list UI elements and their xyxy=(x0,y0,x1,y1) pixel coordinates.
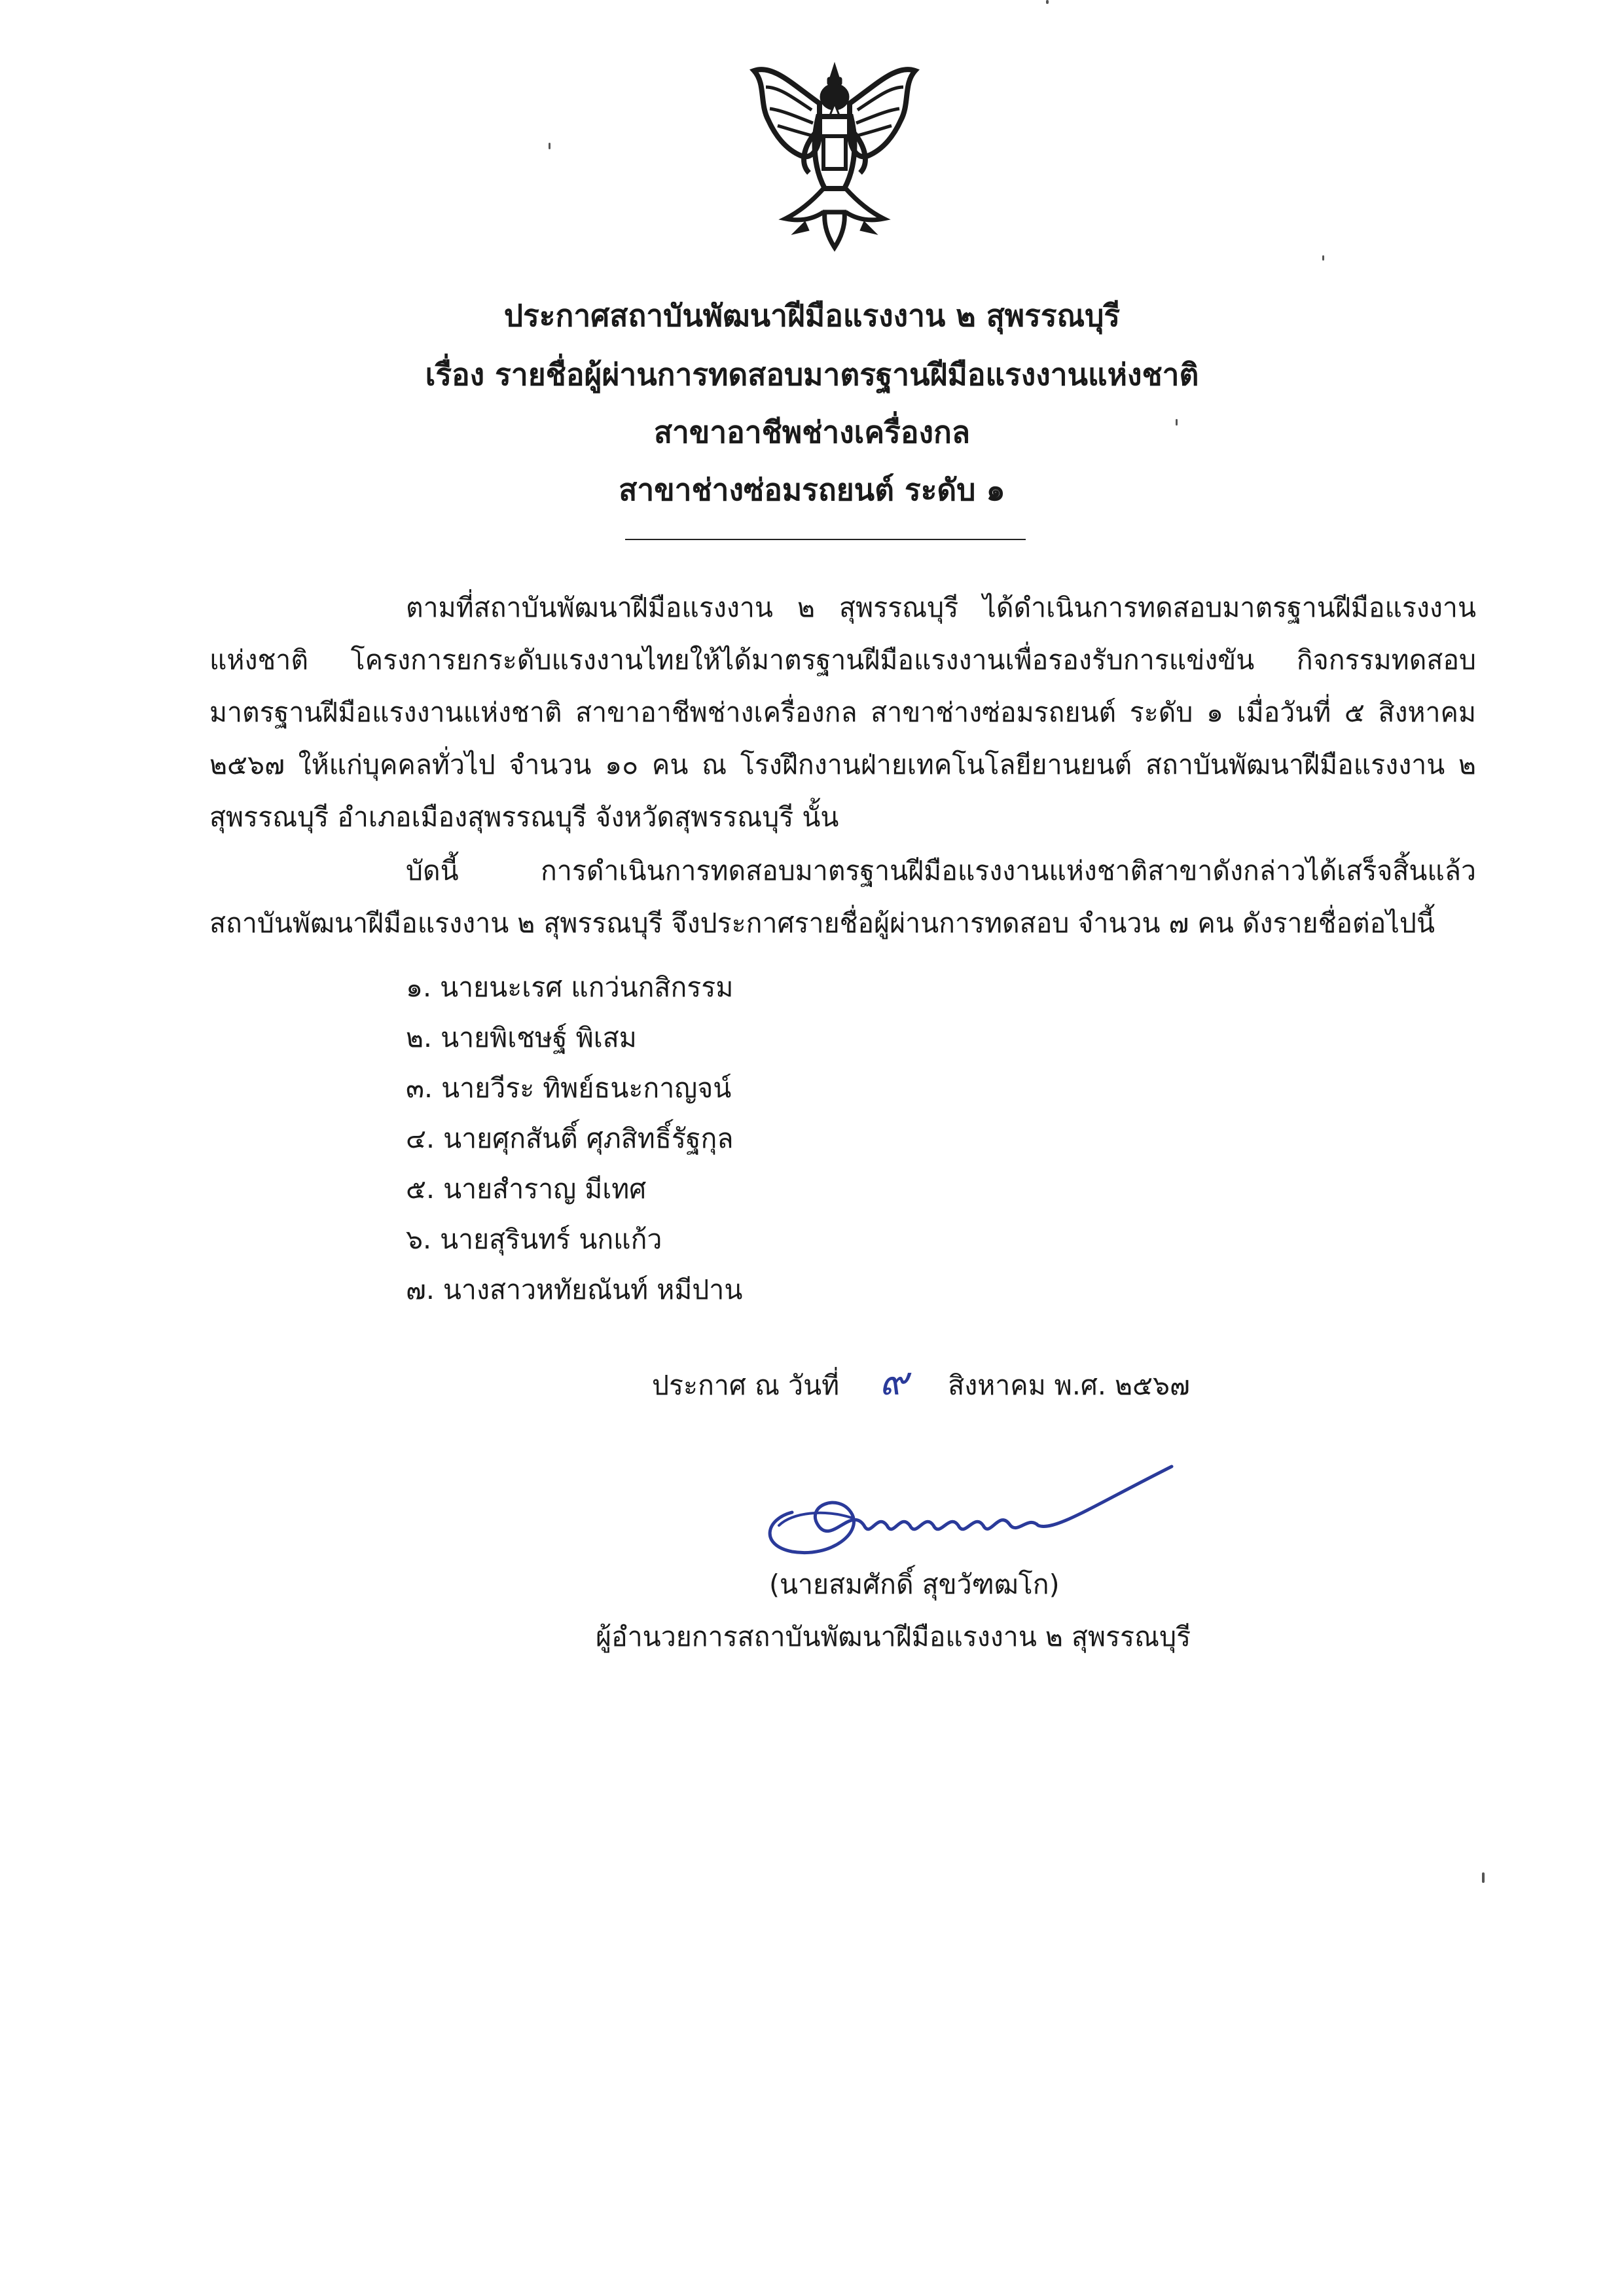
list-item: ๔. นายศุกสันติ์ ศุภสิทธิ์รัฐกุล xyxy=(406,1123,734,1154)
list-item: ๗. นางสาวหทัยณันท์ หมีปาน xyxy=(406,1274,743,1305)
announcement-field: สาขาอาชีพช่างเครื่องกล xyxy=(653,414,971,450)
body-paragraph-1 xyxy=(209,581,1476,843)
signatory-name: (นายสมศักดิ์ สุขวัฑฒโก) xyxy=(769,1569,1060,1600)
handwritten-day: ๙ xyxy=(879,1358,909,1404)
signatory-title: ผู้อำนวยการสถาบันพัฒนาฝีมือแรงงาน ๒ สุพรรณบุรี xyxy=(596,1621,1191,1652)
header-divider xyxy=(625,539,1026,540)
list-item: ๑. นายนะเรศ แกว่นกสิกรรม xyxy=(406,972,734,1003)
announcement-subject: เรื่อง รายชื่อผู้ผ่านการทดสอบมาตรฐานฝีมือแรงงานแห่งชาติ xyxy=(425,357,1199,392)
body-paragraph-2 xyxy=(209,845,1476,949)
scan-speck xyxy=(549,143,550,149)
garuda-emblem-icon xyxy=(746,58,923,254)
list-item: ๓. นายวีระ ทิพย์ธนะกาญจน์ xyxy=(406,1072,732,1104)
announcement-branch: สาขาช่างซ่อมรถยนต์ ระดับ ๑ xyxy=(619,472,1005,507)
date-prefix: ประกาศ ณ วันที่ xyxy=(652,1370,840,1401)
scan-speck xyxy=(1482,1872,1485,1883)
scan-speck xyxy=(1046,0,1049,4)
announcement-title: ประกาศสถาบันพัฒนาฝีมือแรงงาน ๒ สุพรรณบุรี xyxy=(503,298,1121,333)
list-item: ๖. นายสุรินทร์ นกแก้ว xyxy=(406,1224,662,1255)
date-suffix: สิงหาคม พ.ศ. ๒๕๖๗ xyxy=(948,1370,1190,1401)
scan-speck xyxy=(1176,419,1178,426)
paragraph-1-text: ตามที่สถาบันพัฒนาฝีมือแรงงาน ๒ สุพรรณบุรี ได้ดำเนินการทดสอบมาตรฐานฝีมือแรงงานแห่งชาติ โครงการยกระดับแรงงานไทยให้ได้มาตรฐานฝีมือแรงงานเพื่อรองรับการแข่งขัน กิจกรรมทดสอบมาตรฐานฝีมือแรงงานแห่งชาติ สาขาอาชีพช่างเครื่องกล สาขาช่างซ่อมรถยนต์ ระดับ ๑ เมื่อวันที่ ๕ สิงหาคม ๒๕๖๗ ให้แก่บุคคลทั่วไป จำนวน ๑๐ คน ณ โรงฝึกงานฝ่ายเทคโนโลยียานยนต์ สถาบันพัฒนาฝีมือแรงงาน ๒ สุพรรณบุรี อำเภอเมืองสุพรรณบุรี จังหวัดสุพรรณบุรี นั้น xyxy=(209,592,1476,833)
scan-speck xyxy=(1322,255,1324,261)
passed-candidates-list xyxy=(406,962,742,1315)
list-item: ๒. นายพิเชษฐ์ พิเสม xyxy=(406,1022,637,1053)
announcement-date xyxy=(652,1355,1190,1412)
list-item: ๕. นายสำราญ มีเทศ xyxy=(406,1173,647,1205)
paragraph-2-text: บัดนี้ การดำเนินการทดสอบมาตรฐานฝีมือแรงงานแห่งชาติสาขาดังกล่าวได้เสร็จสิ้นแล้ว สถาบันพัฒนาฝีมือแรงงาน ๒ สุพรรณบุรี จึงประกาศรายชื่อผู้ผ่านการทดสอบ จำนวน ๗ คน ดังรายชื่อต่อไปนี้ xyxy=(209,855,1476,939)
